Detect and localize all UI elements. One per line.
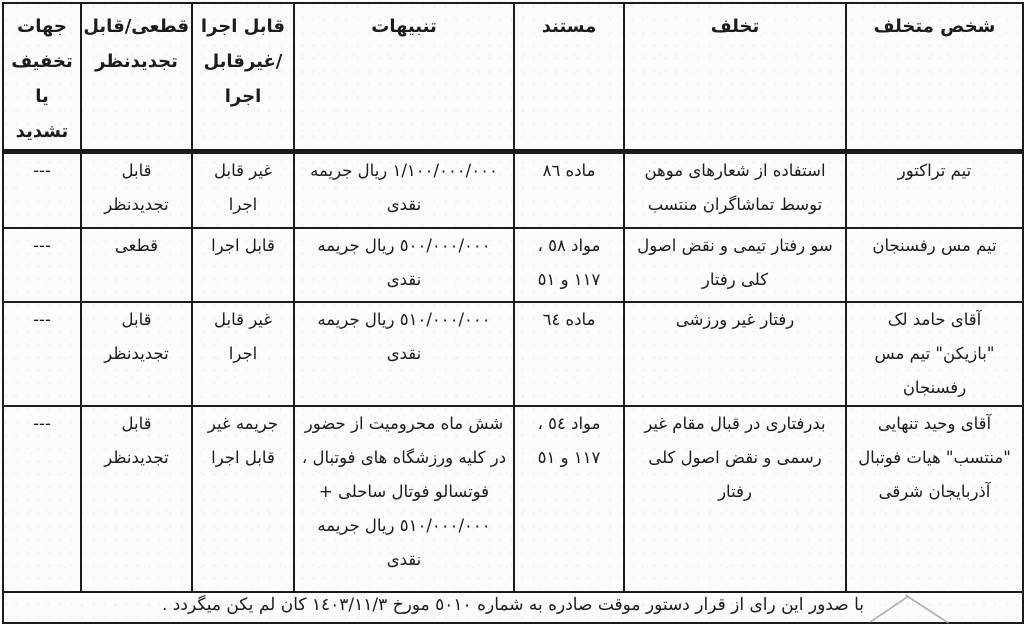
header-person: شخص متخلف bbox=[846, 3, 1023, 152]
mitigation-cell: --- bbox=[3, 152, 81, 228]
finality-cell: قطعی bbox=[81, 228, 192, 302]
penalty-cell: ٥٠٠/٠٠٠/٠٠٠ ریال جریمه نقدی bbox=[294, 228, 514, 302]
penalty-cell: ١/١٠٠/٠٠٠/٠٠٠ ریال جریمه نقدی bbox=[294, 152, 514, 228]
mitigation-cell: --- bbox=[3, 406, 81, 592]
violation-cell: سو رفتار تیمی و نقض اصول کلی رفتار bbox=[624, 228, 846, 302]
header-mitigation: جهات تخفیف یا تشدید bbox=[3, 3, 81, 152]
document-cell: مواد ٥٨ ، ١١٧ و ٥١ bbox=[514, 228, 624, 302]
enforceable-cell: قابل اجرا bbox=[192, 228, 294, 302]
person-cell: تیم تراکتور bbox=[846, 152, 1023, 228]
violation-cell: بدرفتاری در قبال مقام غیر رسمی و نقض اصول کلی رفتار bbox=[624, 406, 846, 592]
person-cell: تیم مس رفسنجان bbox=[846, 228, 1023, 302]
document-cell: ماده ٨٦ bbox=[514, 152, 624, 228]
table-row bbox=[3, 302, 1023, 406]
penalty-cell: شش ماه محرومیت از حضور در کلیه ورزشگاه های فوتبال ، فوتسالو فوتال ساحلی + ٥١٠/٠٠٠/٠٠٠ ریال جریمه نقدی bbox=[294, 406, 514, 592]
finality-cell: قابل تجدیدنظر bbox=[81, 302, 192, 406]
table-header-row bbox=[3, 3, 1023, 152]
finality-cell: قابل تجدیدنظر bbox=[81, 406, 192, 592]
document-cell: مواد ٥٤ ، ١١٧ و ٥١ bbox=[514, 406, 624, 592]
violation-cell: استفاده از شعارهای موهن توسط تماشاگران منتسب bbox=[624, 152, 846, 228]
finality-cell: قابل تجدیدنظر bbox=[81, 152, 192, 228]
table-row bbox=[3, 406, 1023, 592]
person-cell: آقای حامد لک "بازیکن" تیم مس رفسنجان bbox=[846, 302, 1023, 406]
mitigation-cell: --- bbox=[3, 228, 81, 302]
enforceable-cell: غیر قابل اجرا bbox=[192, 152, 294, 228]
header-finality: قطعی/قابل تجدیدنظر bbox=[81, 3, 192, 152]
footer-row bbox=[3, 592, 1023, 623]
person-cell: آقای وحید تنهایی "منتسب" هیات فوتبال آذربایجان شرقی bbox=[846, 406, 1023, 592]
header-violation: تخلف bbox=[624, 3, 846, 152]
mitigation-cell: --- bbox=[3, 302, 81, 406]
disciplinary-ruling-table bbox=[2, 2, 1024, 624]
enforceable-cell: جریمه غیر قابل اجرا bbox=[192, 406, 294, 592]
header-penalties: تنبیهات bbox=[294, 3, 514, 152]
enforceable-cell: غیر قابل اجرا bbox=[192, 302, 294, 406]
header-enforceable: قابل اجرا /غیرقابل اجرا bbox=[192, 3, 294, 152]
violation-cell: رفتار غیر ورزشی bbox=[624, 302, 846, 406]
table-row bbox=[3, 152, 1023, 228]
footer-notice: با صدور این رای از قرار دستور موقت صادره به شماره ٥٠١٠ مورخ ١٤٠٣/١١/٣ کان لم یکن میگردد . bbox=[3, 592, 1023, 623]
table-row bbox=[3, 228, 1023, 302]
penalty-cell: ٥١٠/٠٠٠/٠٠٠ ریال جریمه نقدی bbox=[294, 302, 514, 406]
document-cell: ماده ٦٤ bbox=[514, 302, 624, 406]
header-document: مستند bbox=[514, 3, 624, 152]
